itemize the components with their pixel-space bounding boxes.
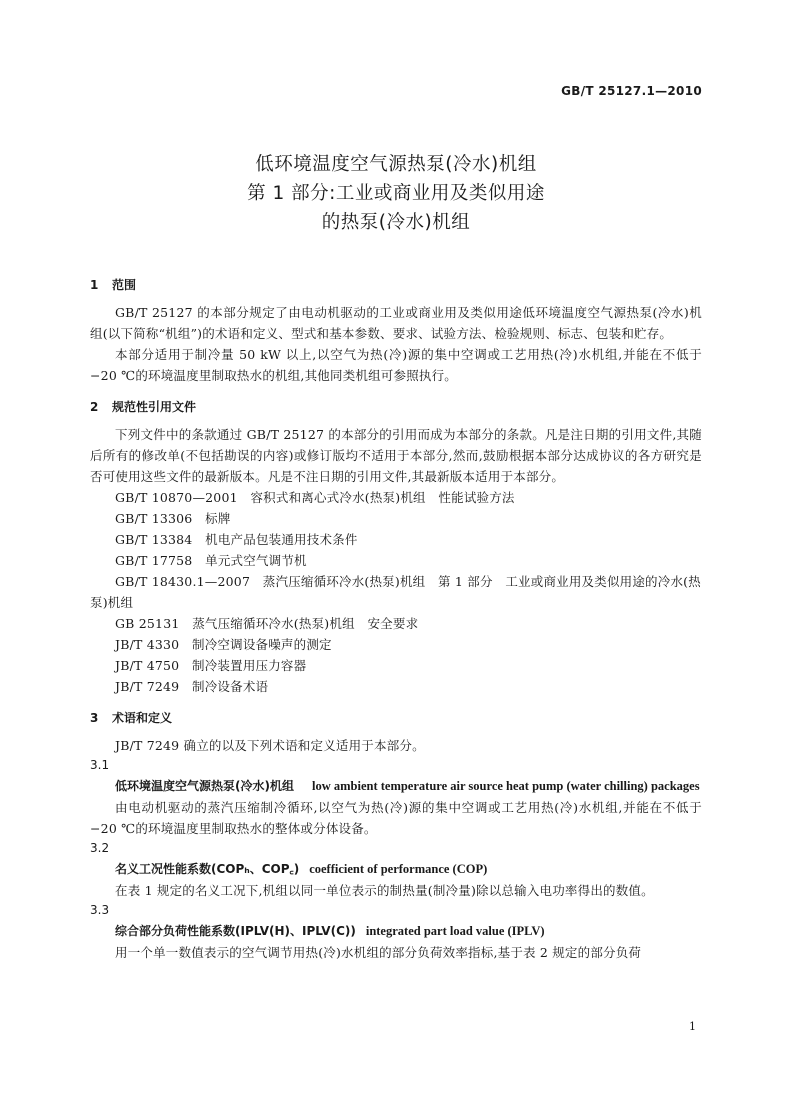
page-number: 1 (689, 1020, 696, 1033)
document-body (90, 274, 702, 963)
term-english: integrated part load value (IPLV) (365, 924, 545, 938)
section-title: 范围 (112, 278, 137, 292)
reference-item: JB/T 4330 制冷空调设备噪声的测定 (115, 637, 332, 652)
paragraph: JB/T 7249 确立的以及下列术语和定义适用于本部分。 (115, 738, 425, 753)
reference-item: JB/T 4750 制冷装置用压力容器 (115, 658, 307, 673)
paragraph: 下列文件中的条款通过 GB/T 25127 的本部分的引用而成为本部分的条款。凡是注日期的引用文件,其随后所有的修改单(不包括勘误的内容)或修订版均不适用于本部分,然而,鼓励根据本部分达成协议的各方研究是否可使用这些文件的最新版本。凡是不注日期的引用文件,其最新版本适用于本部分。 (90, 427, 702, 484)
term-chinese: 低环境温度空气源热泵(冷水)机组 (115, 779, 294, 793)
term-chinese: 名义工况性能系数(COPₕ、COP꜀) (115, 862, 300, 876)
term-entry (90, 775, 702, 797)
term-entry (90, 920, 702, 942)
section-heading-normative-references (90, 396, 702, 418)
term-definition: 由电动机驱动的蒸汽压缩制冷循环,以空气为热(冷)源的集中空调或工艺用热(冷)水机组,并能在不低于−20 ℃的环境温度里制取热水的整体或分体设备。 (90, 800, 702, 836)
term-chinese: 综合部分负荷性能系数(IPLV(H)、IPLV(C)) (115, 924, 356, 938)
term-english: coefficient of performance (COP) (309, 862, 488, 876)
reference-item: GB 25131 蒸气压缩循环冷水(热泵)机组 安全要求 (115, 616, 419, 631)
section-number: 2 (90, 400, 99, 414)
section-title: 术语和定义 (112, 711, 173, 725)
clause-number: 3.1 (90, 758, 110, 772)
section-number: 3 (90, 711, 99, 725)
section-heading-scope (90, 274, 702, 296)
standard-code: GB/T 25127.1—2010 (561, 84, 702, 98)
paragraph: GB/T 25127 的本部分规定了由电动机驱动的工业或商业用及类似用途低环境温度空气源热泵(冷水)机组(以下简称“机组”)的术语和定义、型式和基本参数、要求、试验方法、检验规则、标志、包装和贮存。 (90, 305, 702, 341)
clause-number: 3.2 (90, 841, 110, 855)
title-line-2: 第 1 部分:工业或商业用及类似用途 (247, 183, 545, 204)
reference-item: JB/T 7249 制冷设备术语 (115, 679, 269, 694)
section-heading-terms-definitions (90, 707, 702, 729)
term-english: low ambient temperature air source heat pump (water chilling) packages (311, 779, 700, 793)
term-entry (90, 858, 702, 880)
section-title: 规范性引用文件 (112, 400, 197, 414)
term-definition: 在表 1 规定的名义工况下,机组以同一单位表示的制热量(制冷量)除以总输入电功率得出的数值。 (115, 883, 654, 898)
document-title (0, 150, 792, 237)
reference-item: GB/T 18430.1—2007 蒸汽压缩循环冷水(热泵)机组 第 1 部分 工业或商业用及类似用途的冷水(热泵)机组 (90, 574, 701, 610)
paragraph: 本部分适用于制冷量 50 kW 以上,以空气为热(冷)源的集中空调或工艺用热(冷)水机组,并能在不低于−20 ℃的环境温度里制取热水的机组,其他同类机组可参照执行。 (90, 347, 702, 383)
section-number: 1 (90, 278, 99, 292)
term-definition: 用一个单一数值表示的空气调节用热(冷)水机组的部分负荷效率指标,基于表 2 规定的部分负荷 (115, 945, 642, 960)
reference-item: GB/T 13384 机电产品包装通用技术条件 (115, 532, 358, 547)
title-line-3: 的热泵(冷水)机组 (321, 212, 471, 233)
clause-number: 3.3 (90, 903, 110, 917)
reference-item: GB/T 17758 单元式空气调节机 (115, 553, 307, 568)
title-line-1: 低环境温度空气源热泵(冷水)机组 (255, 154, 537, 175)
reference-item: GB/T 13306 标牌 (115, 511, 231, 526)
reference-item: GB/T 10870—2001 容积式和离心式冷水(热泵)机组 性能试验方法 (115, 490, 515, 505)
